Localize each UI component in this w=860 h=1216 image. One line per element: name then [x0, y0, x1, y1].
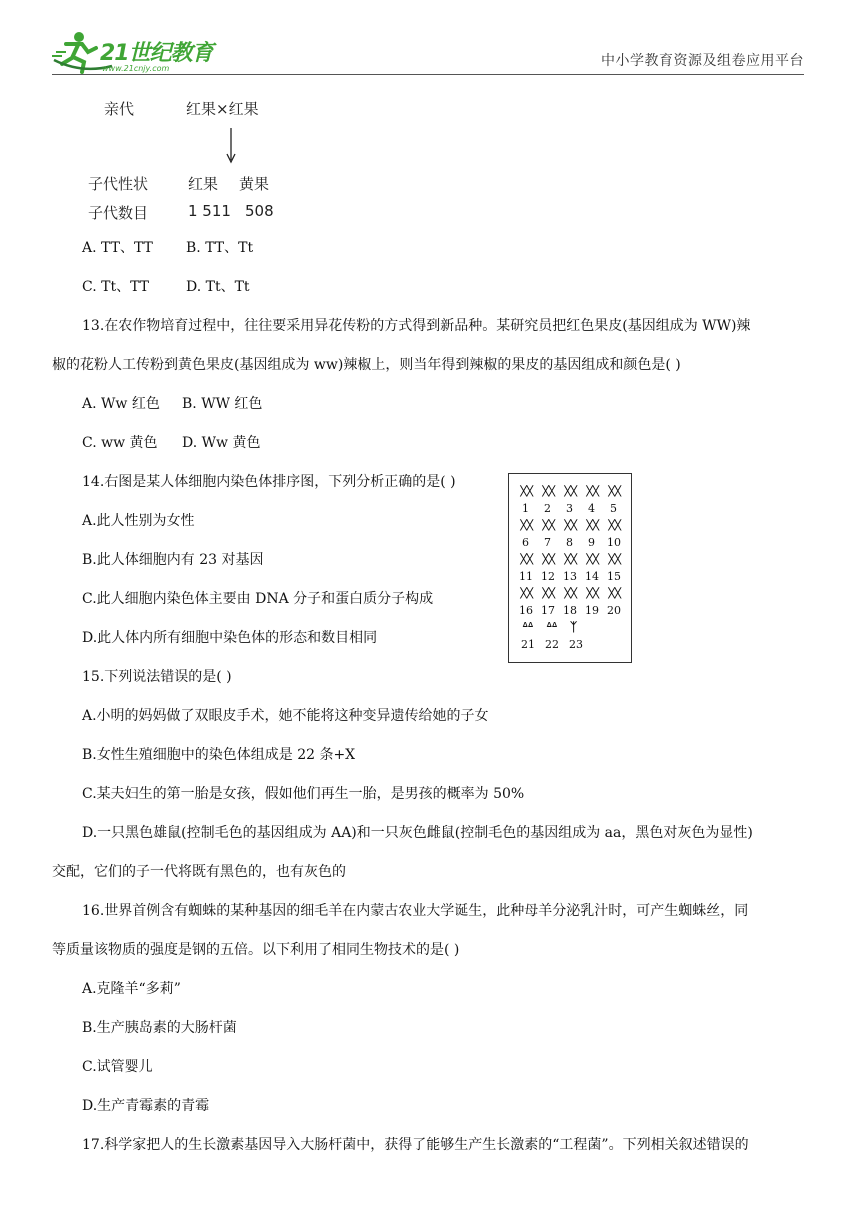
chromosome-pair-14: ᚷᚷ	[586, 552, 599, 566]
chromosome-number: 19	[585, 604, 599, 617]
chromosome-pair-3: ᚷᚷ	[564, 484, 577, 498]
q13-stem-line1: 13.在农作物培育过程中，往往要采用异花传粉的方式得到新品种。某研究员把红色果皮(基因组成为 WW)辣	[82, 318, 751, 334]
chromosome-pair-12: ᚷᚷ	[542, 552, 555, 566]
chromosome-number: 20	[607, 604, 621, 617]
chromosome-number: 2	[544, 502, 551, 515]
header-divider	[52, 74, 804, 75]
count-red: 1 511	[188, 202, 231, 220]
q14-option-b: B.此人体细胞内有 23 对基因	[82, 552, 264, 568]
chromosome-pair-19: ᚷᚷ	[586, 586, 599, 600]
chromosome-pair-2: ᚷᚷ	[542, 484, 555, 498]
trait-red: 红果	[188, 175, 219, 193]
chromosome-pair-20: ᚷᚷ	[608, 586, 621, 600]
q14-stem: 14.右图是某人体细胞内染色体排序图，下列分析正确的是( )	[82, 474, 456, 490]
chromosome-number: 16	[519, 604, 533, 617]
q15-option-b: B.女性生殖细胞中的染色体组成是 22 条+X	[82, 747, 356, 763]
q14-option-d: D.此人体内所有细胞中染色体的形态和数目相同	[82, 630, 378, 646]
chromosome-number: 21	[521, 638, 535, 651]
site-logo	[52, 30, 227, 76]
offspring-trait-label: 子代性状	[88, 175, 149, 193]
chromosome-pair-9: ᚷᚷ	[586, 518, 599, 532]
chromosome-number: 22	[545, 638, 559, 651]
q12-option-c: C. Tt、TT	[82, 279, 150, 295]
chromosome-pair-7: ᚷᚷ	[542, 518, 555, 532]
chromosome-pair-16: ᚷᚷ	[520, 586, 533, 600]
chromosome-number: 1	[522, 502, 529, 515]
chromosome-pair-11: ᚷᚷ	[520, 552, 533, 566]
chromosome-number: 4	[588, 502, 595, 515]
chromosome-number: 8	[566, 536, 573, 549]
chromosome-pair-5: ᚷᚷ	[608, 484, 621, 498]
q17-stem-line1: 17.科学家把人的生长激素基因导入大肠杆菌中，获得了能够生产生长激素的“工程菌”。下列相关叙述错误的	[82, 1137, 749, 1153]
q15-option-d-line2: 交配，它们的子一代将既有黑色的，也有灰色的	[52, 864, 346, 880]
chromosome-number: 11	[519, 570, 533, 583]
chromosome-number: 9	[588, 536, 595, 549]
chromosome-number: 15	[607, 570, 621, 583]
chromosome-pair-6: ᚷᚷ	[520, 518, 533, 532]
q13-option-d: D. Ww 黄色	[182, 435, 261, 451]
page-header	[52, 30, 804, 76]
count-yellow: 508	[245, 202, 274, 220]
chromosome-number: 13	[563, 570, 577, 583]
q13-option-c: C. ww 黄色	[82, 435, 158, 451]
chromosome-number: 10	[607, 536, 621, 549]
parent-cross: 红果×红果	[186, 100, 259, 118]
chromosome-number: 6	[522, 536, 529, 549]
q16-option-d: D.生产青霉素的青霉	[82, 1098, 210, 1114]
chromosome-number: 5	[610, 502, 617, 515]
chromosome-pair-18: ᚷᚷ	[564, 586, 577, 600]
chromosome-number: 3	[566, 502, 573, 515]
chromosome-pair-17: ᚷᚷ	[542, 586, 555, 600]
chromosome-pair-8: ᚷᚷ	[564, 518, 577, 532]
chromosome-number: 23	[569, 638, 583, 651]
chromosome-pair-1: ᚷᚷ	[520, 484, 533, 498]
q16-stem-line2: 等质量该物质的强度是钢的五倍。以下利用了相同生物技术的是( )	[52, 942, 460, 958]
chromosome-pair-4: ᚷᚷ	[586, 484, 599, 498]
chromosome-number: 12	[541, 570, 555, 583]
chromosome-pair-10: ᚷᚷ	[608, 518, 621, 532]
chromosome-pair-21: ᐞᐞ	[522, 620, 533, 634]
q13-option-a: A. Ww 红色	[82, 396, 160, 412]
chromosome-number: 7	[544, 536, 551, 549]
karyotype-figure	[508, 473, 632, 663]
q13-option-b: B. WW 红色	[182, 396, 263, 412]
q15-option-a: A.小明的妈妈做了双眼皮手术，她不能将这种变异遗传给她的子女	[82, 708, 489, 724]
down-arrow-icon	[224, 128, 238, 164]
q16-option-a: A.克隆羊“多莉”	[82, 981, 181, 997]
q15-stem: 15.下列说法错误的是( )	[82, 669, 232, 685]
q12-option-d: D. Tt、Tt	[186, 279, 250, 295]
q16-stem-line1: 16.世界首例含有蜘蛛的某种基因的细毛羊在内蒙古农业大学诞生，此种母羊分泌乳汁时，可产生蜘蛛丝，同	[82, 903, 749, 919]
platform-name: 中小学教育资源及组卷应用平台	[601, 53, 804, 69]
q16-option-b: B.生产胰岛素的大肠杆菌	[82, 1020, 237, 1036]
chromosome-number: 18	[563, 604, 577, 617]
offspring-count-label: 子代数目	[88, 204, 149, 222]
parent-label: 亲代	[104, 100, 135, 118]
chromosome-pair-15: ᚷᚷ	[608, 552, 621, 566]
q13-stem-line2: 椒的花粉人工传粉到黄色果皮(基因组成为 ww)辣椒上，则当年得到辣椒的果皮的基因组成和颜色是( )	[52, 357, 681, 373]
logo-subtext: www.21cnjy.com	[102, 64, 170, 73]
q16-option-c: C.试管婴儿	[82, 1059, 153, 1075]
q14-option-c: C.此人细胞内染色体主要由 DNA 分子和蛋白质分子构成	[82, 591, 434, 607]
trait-yellow: 黄果	[239, 175, 270, 193]
q12-option-b: B. TT、Tt	[186, 240, 254, 256]
chromosome-number: 17	[541, 604, 555, 617]
q15-option-c: C.某夫妇生的第一胎是女孩，假如他们再生一胎，是男孩的概率为 50%	[82, 786, 525, 802]
q15-option-d-line1: D.一只黑色雄鼠(控制毛色的基因组成为 AA)和一只灰色雌鼠(控制毛色的基因组成为 aa，黑色对灰色为显性)	[82, 825, 753, 841]
chromosome-pair-22: ᐞᐞ	[546, 620, 557, 634]
chromosome-pair-13: ᚷᚷ	[564, 552, 577, 566]
q14-option-a: A.此人性别为女性	[82, 513, 195, 529]
q12-option-a: A. TT、TT	[82, 240, 153, 256]
chromosome-pair-23: ᛉ	[570, 620, 577, 634]
logo-text: 21世纪教育	[100, 41, 213, 66]
chromosome-number: 14	[585, 570, 599, 583]
